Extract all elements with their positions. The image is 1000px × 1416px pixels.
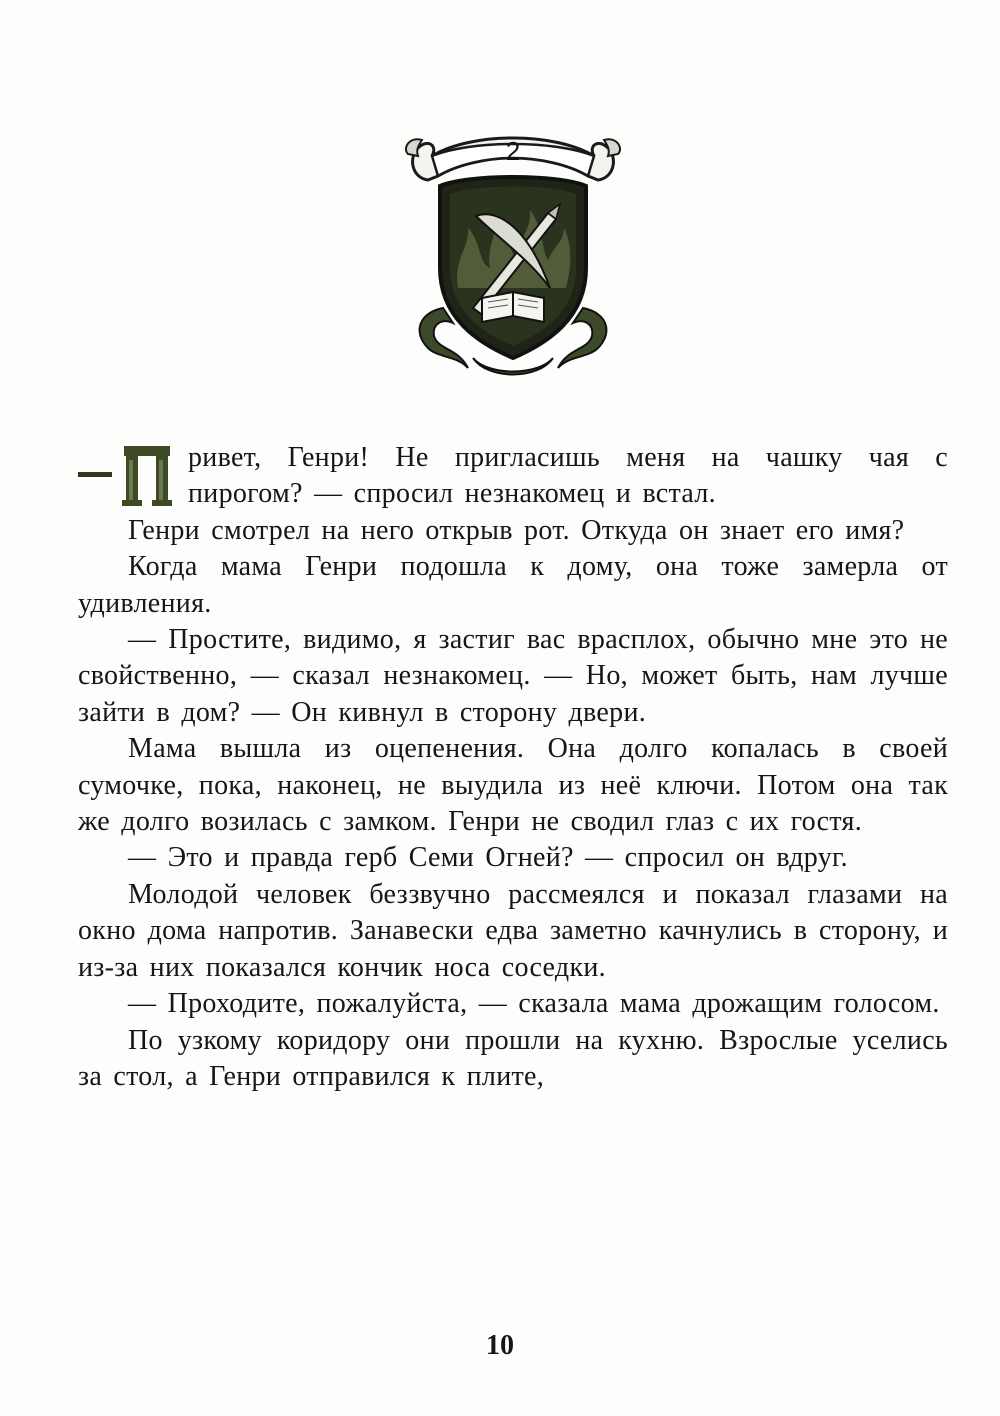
paragraph: ривет, Генри! Не пригласишь меня на чашку чая с пирогом? — спросил незнакомец и встал. xyxy=(78,440,948,513)
dropcap-group xyxy=(78,442,178,510)
chapter-emblem xyxy=(398,118,628,388)
paragraph: Генри смотрел на него открыв рот. Откуда он знает его имя? xyxy=(128,514,905,546)
page-number: 10 xyxy=(486,1330,514,1361)
paragraph: Когда мама Генри подошла к дому, она тоже замерла от удивления. xyxy=(78,551,948,619)
chapter-number: 2 xyxy=(505,136,521,166)
paragraph: — Простите, видимо, я застиг вас врасплох, обычно мне это не свойственно, — сказал незнакомец. — Но, может быть, нам лучше зайти в дом? — Он кивнул в сторону двери. xyxy=(78,624,948,728)
body-text xyxy=(78,440,948,1095)
paragraph: Молодой человек беззвучно рассмеялся и показал глазами на окно дома напротив. Занавески едва заметно качнулись в сторону, и из-за них показался кончик носа соседки. xyxy=(78,878,948,983)
dropcap-letter xyxy=(122,442,172,508)
paragraph: — Проходите, пожалуйста, — сказала мама дрожащим голосом. xyxy=(128,988,940,1020)
lead-dash xyxy=(78,472,112,477)
shield-crest-icon xyxy=(398,118,628,388)
paragraph: Мама вышла из оцепенения. Она долго копалась в своей сумочке, пока, наконец, не выудила из неё ключи. Потом она так же долго возилась с замком. Генри не сводил глаз с их гостя. xyxy=(78,733,948,838)
paragraph: — Это и правда герб Семи Огней? — спросил он вдруг. xyxy=(128,842,848,874)
paragraph: По узкому коридору они прошли на кухню. Взрослые уселись за стол, а Генри отправился к плите, xyxy=(78,1024,948,1092)
